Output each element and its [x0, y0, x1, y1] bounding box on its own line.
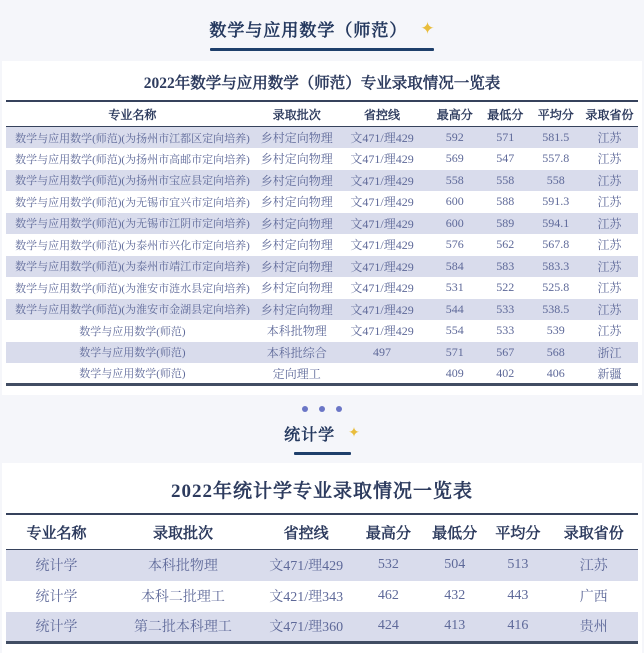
table-cell: 504	[444, 557, 466, 573]
table-cell: 544	[445, 301, 464, 316]
table-cell: 569	[445, 151, 464, 166]
table-cell: 554	[445, 323, 464, 338]
table-cell: 文471/理429	[350, 173, 414, 188]
column-header: 录取省份	[563, 526, 624, 542]
table-cell: 乡村定向物理	[260, 131, 333, 145]
table-cell: 522	[496, 280, 515, 295]
table-cell: 600	[445, 215, 464, 230]
column-header: 录取省份	[585, 108, 634, 122]
table-cell: 江苏	[597, 131, 622, 145]
table-row	[6, 550, 638, 581]
table-cell: 统计学	[35, 559, 78, 575]
table-cell: 江苏	[597, 302, 622, 317]
table-row	[6, 299, 638, 321]
column-header: 省控线	[283, 526, 329, 542]
table-cell: 统计学	[35, 620, 78, 636]
table-cell: 584	[445, 258, 464, 273]
table-row	[6, 581, 638, 612]
table-cell: 525.8	[542, 280, 570, 295]
dots-divider-icon	[0, 406, 644, 412]
table-cell	[335, 363, 430, 385]
table-cell: 576	[445, 237, 464, 252]
table-cell: 文471/理429	[350, 216, 414, 231]
table-cell: 424	[377, 618, 399, 634]
table-cell: 数学与应用数学(师范)(为扬州市高邮市定向培养)	[15, 153, 250, 166]
table-cell: 497	[373, 344, 392, 359]
table-cell: 统计学	[35, 590, 78, 605]
table-cell: 定向理工	[272, 366, 321, 381]
column-header: 最低分	[487, 108, 524, 122]
table-cell: 数学与应用数学(师范)(为泰州市兴化市定向培养)	[15, 239, 250, 252]
table-cell: 江苏	[597, 259, 622, 274]
table-cell: 567	[496, 344, 515, 359]
table-cell: 乡村定向物理	[260, 216, 333, 231]
table-cell: 文471/理429	[350, 259, 414, 274]
table-cell: 江苏	[579, 559, 608, 575]
table-cell: 本科批物理	[266, 324, 327, 339]
table-cell: 乡村定向物理	[260, 195, 333, 210]
table-cell: 591.3	[542, 194, 570, 209]
table-cell: 广西	[579, 590, 608, 605]
table-row	[6, 363, 638, 385]
table-cell: 文471/理429	[350, 281, 414, 296]
table-cell: 568	[546, 344, 565, 359]
table-cell: 江苏	[597, 195, 622, 210]
statistics-admission-table	[6, 513, 638, 644]
table-cell: 数学与应用数学(师范)(为淮安市金湖县定向培养)	[15, 304, 250, 317]
table-cell: 江苏	[597, 281, 622, 296]
table-row	[6, 127, 638, 149]
table-cell: 数学与应用数学(师范)	[79, 347, 186, 360]
table-cell: 581.5	[542, 130, 570, 144]
column-header: 录取批次	[272, 108, 321, 122]
table-row	[6, 612, 638, 643]
table-header-row	[6, 101, 638, 127]
table-cell: 数学与应用数学(师范)	[79, 368, 186, 380]
table-cell: 新疆	[597, 366, 622, 381]
table-header-row	[6, 514, 638, 550]
table-cell: 562	[496, 237, 515, 252]
table-cell: 558	[546, 172, 565, 187]
table-cell: 532	[377, 557, 399, 573]
table-cell: 533	[496, 323, 515, 338]
table-row	[6, 256, 638, 278]
table-cell: 乡村定向物理	[260, 281, 333, 296]
table-title-statistics: 2022年统计学专业录取情况一览表	[170, 481, 473, 502]
table-cell: 571	[445, 344, 464, 359]
table-cell: 数学与应用数学(师范)(为淮安市涟水县定向培养)	[15, 282, 250, 295]
table-row	[6, 277, 638, 299]
column-header: 专业名称	[108, 108, 157, 122]
table-cell: 数学与应用数学(师范)(为泰州市靖江市定向培养)	[15, 261, 250, 274]
table-cell: 538.5	[542, 301, 570, 316]
table-cell: 数学与应用数学(师范)(为无锡市江阴市定向培养)	[15, 218, 250, 231]
table-cell: 558	[496, 172, 515, 187]
math-admission-table	[6, 100, 638, 386]
table-cell: 600	[445, 194, 464, 209]
statistics-admission-table-card	[2, 463, 642, 653]
section-header-statistics	[0, 422, 644, 455]
table-cell: 文471/理429	[350, 302, 414, 317]
table-cell: 文471/理429	[350, 238, 414, 253]
table-cell: 数学与应用数学(师范)(为扬州市江都区定向培养)	[15, 132, 250, 145]
table-cell: 乡村定向物理	[260, 173, 333, 188]
column-header: 录取批次	[152, 526, 213, 542]
table-cell: 江苏	[597, 324, 622, 339]
table-cell: 409	[445, 365, 464, 380]
table-cell: 547	[496, 151, 515, 166]
table-cell: 583.3	[542, 258, 570, 273]
table-cell: 本科批综合	[266, 345, 327, 360]
table-cell: 462	[377, 588, 399, 603]
table-row	[6, 148, 638, 170]
table-cell: 402	[496, 365, 515, 380]
table-cell: 乡村定向物理	[260, 302, 333, 317]
column-header: 省控线	[364, 108, 401, 122]
table-row	[6, 170, 638, 192]
column-header: 最高分	[365, 526, 411, 542]
table-cell: 571	[496, 130, 515, 144]
table-cell: 本科二批理工	[140, 590, 225, 605]
table-cell: 文421/理343	[269, 590, 344, 605]
table-cell: 文471/理429	[269, 559, 344, 575]
table-cell: 第二批本科理工	[133, 620, 232, 636]
table-cell: 江苏	[597, 216, 622, 231]
table-cell: 数学与应用数学(师范)(为扬州市宝应县定向培养)	[15, 175, 250, 188]
table-cell: 数学与应用数学(师范)	[79, 325, 186, 338]
table-row	[6, 191, 638, 213]
table-cell: 594.1	[542, 215, 570, 230]
table-cell: 江苏	[597, 238, 622, 253]
sparkle-icon: ✦	[420, 19, 435, 38]
table-cell: 583	[496, 258, 515, 273]
table-row	[6, 320, 638, 342]
section-header-math	[0, 0, 644, 51]
title-underline	[294, 452, 351, 455]
table-cell: 531	[445, 280, 464, 295]
column-header: 专业名称	[26, 526, 87, 542]
table-cell: 406	[546, 365, 565, 380]
table-cell: 乡村定向物理	[260, 259, 333, 274]
page-title: 数学与应用数学（师范）	[209, 21, 408, 40]
table-cell: 文471/理360	[269, 620, 344, 636]
table-cell: 443	[507, 588, 529, 603]
table-cell: 539	[546, 323, 565, 338]
table-cell: 588	[496, 194, 515, 209]
math-admission-table-card	[2, 61, 642, 395]
table-cell: 乡村定向物理	[260, 152, 333, 167]
table-cell: 558	[445, 172, 464, 187]
table-cell: 浙江	[597, 345, 622, 360]
title-underline	[210, 48, 434, 51]
section-title-statistics: 统计学	[284, 427, 336, 444]
table-cell: 432	[444, 588, 466, 603]
table-title-math: 2022年数学与应用数学（师范）专业录取情况一览表	[143, 75, 501, 92]
table-cell: 533	[496, 301, 515, 316]
column-header: 平均分	[495, 526, 541, 542]
table-cell: 本科批物理	[147, 559, 218, 575]
table-cell: 文471/理429	[350, 324, 414, 339]
table-cell: 江苏	[597, 173, 622, 188]
table-row	[6, 342, 638, 364]
table-cell: 592	[445, 130, 464, 144]
table-row	[6, 234, 638, 256]
table-cell: 文471/理429	[350, 152, 414, 167]
table-cell: 贵州	[579, 620, 608, 636]
table-cell: 513	[507, 557, 529, 573]
table-cell: 江苏	[597, 152, 622, 167]
sparkle-icon: ✦	[348, 425, 360, 441]
table-cell: 416	[507, 618, 529, 634]
table-cell: 文471/理429	[350, 195, 414, 210]
column-header: 平均分	[537, 108, 574, 122]
table-cell: 413	[444, 618, 466, 634]
table-cell: 数学与应用数学(师范)(为无锡市宜兴市定向培养)	[15, 196, 250, 209]
table-cell: 557.8	[542, 151, 570, 166]
table-cell: 乡村定向物理	[260, 238, 333, 253]
table-cell: 567.8	[542, 237, 570, 252]
table-cell: 589	[496, 215, 515, 230]
table-row	[6, 213, 638, 235]
column-header: 最高分	[436, 108, 473, 122]
column-header: 最低分	[432, 526, 478, 542]
table-cell: 文471/理429	[350, 131, 414, 145]
